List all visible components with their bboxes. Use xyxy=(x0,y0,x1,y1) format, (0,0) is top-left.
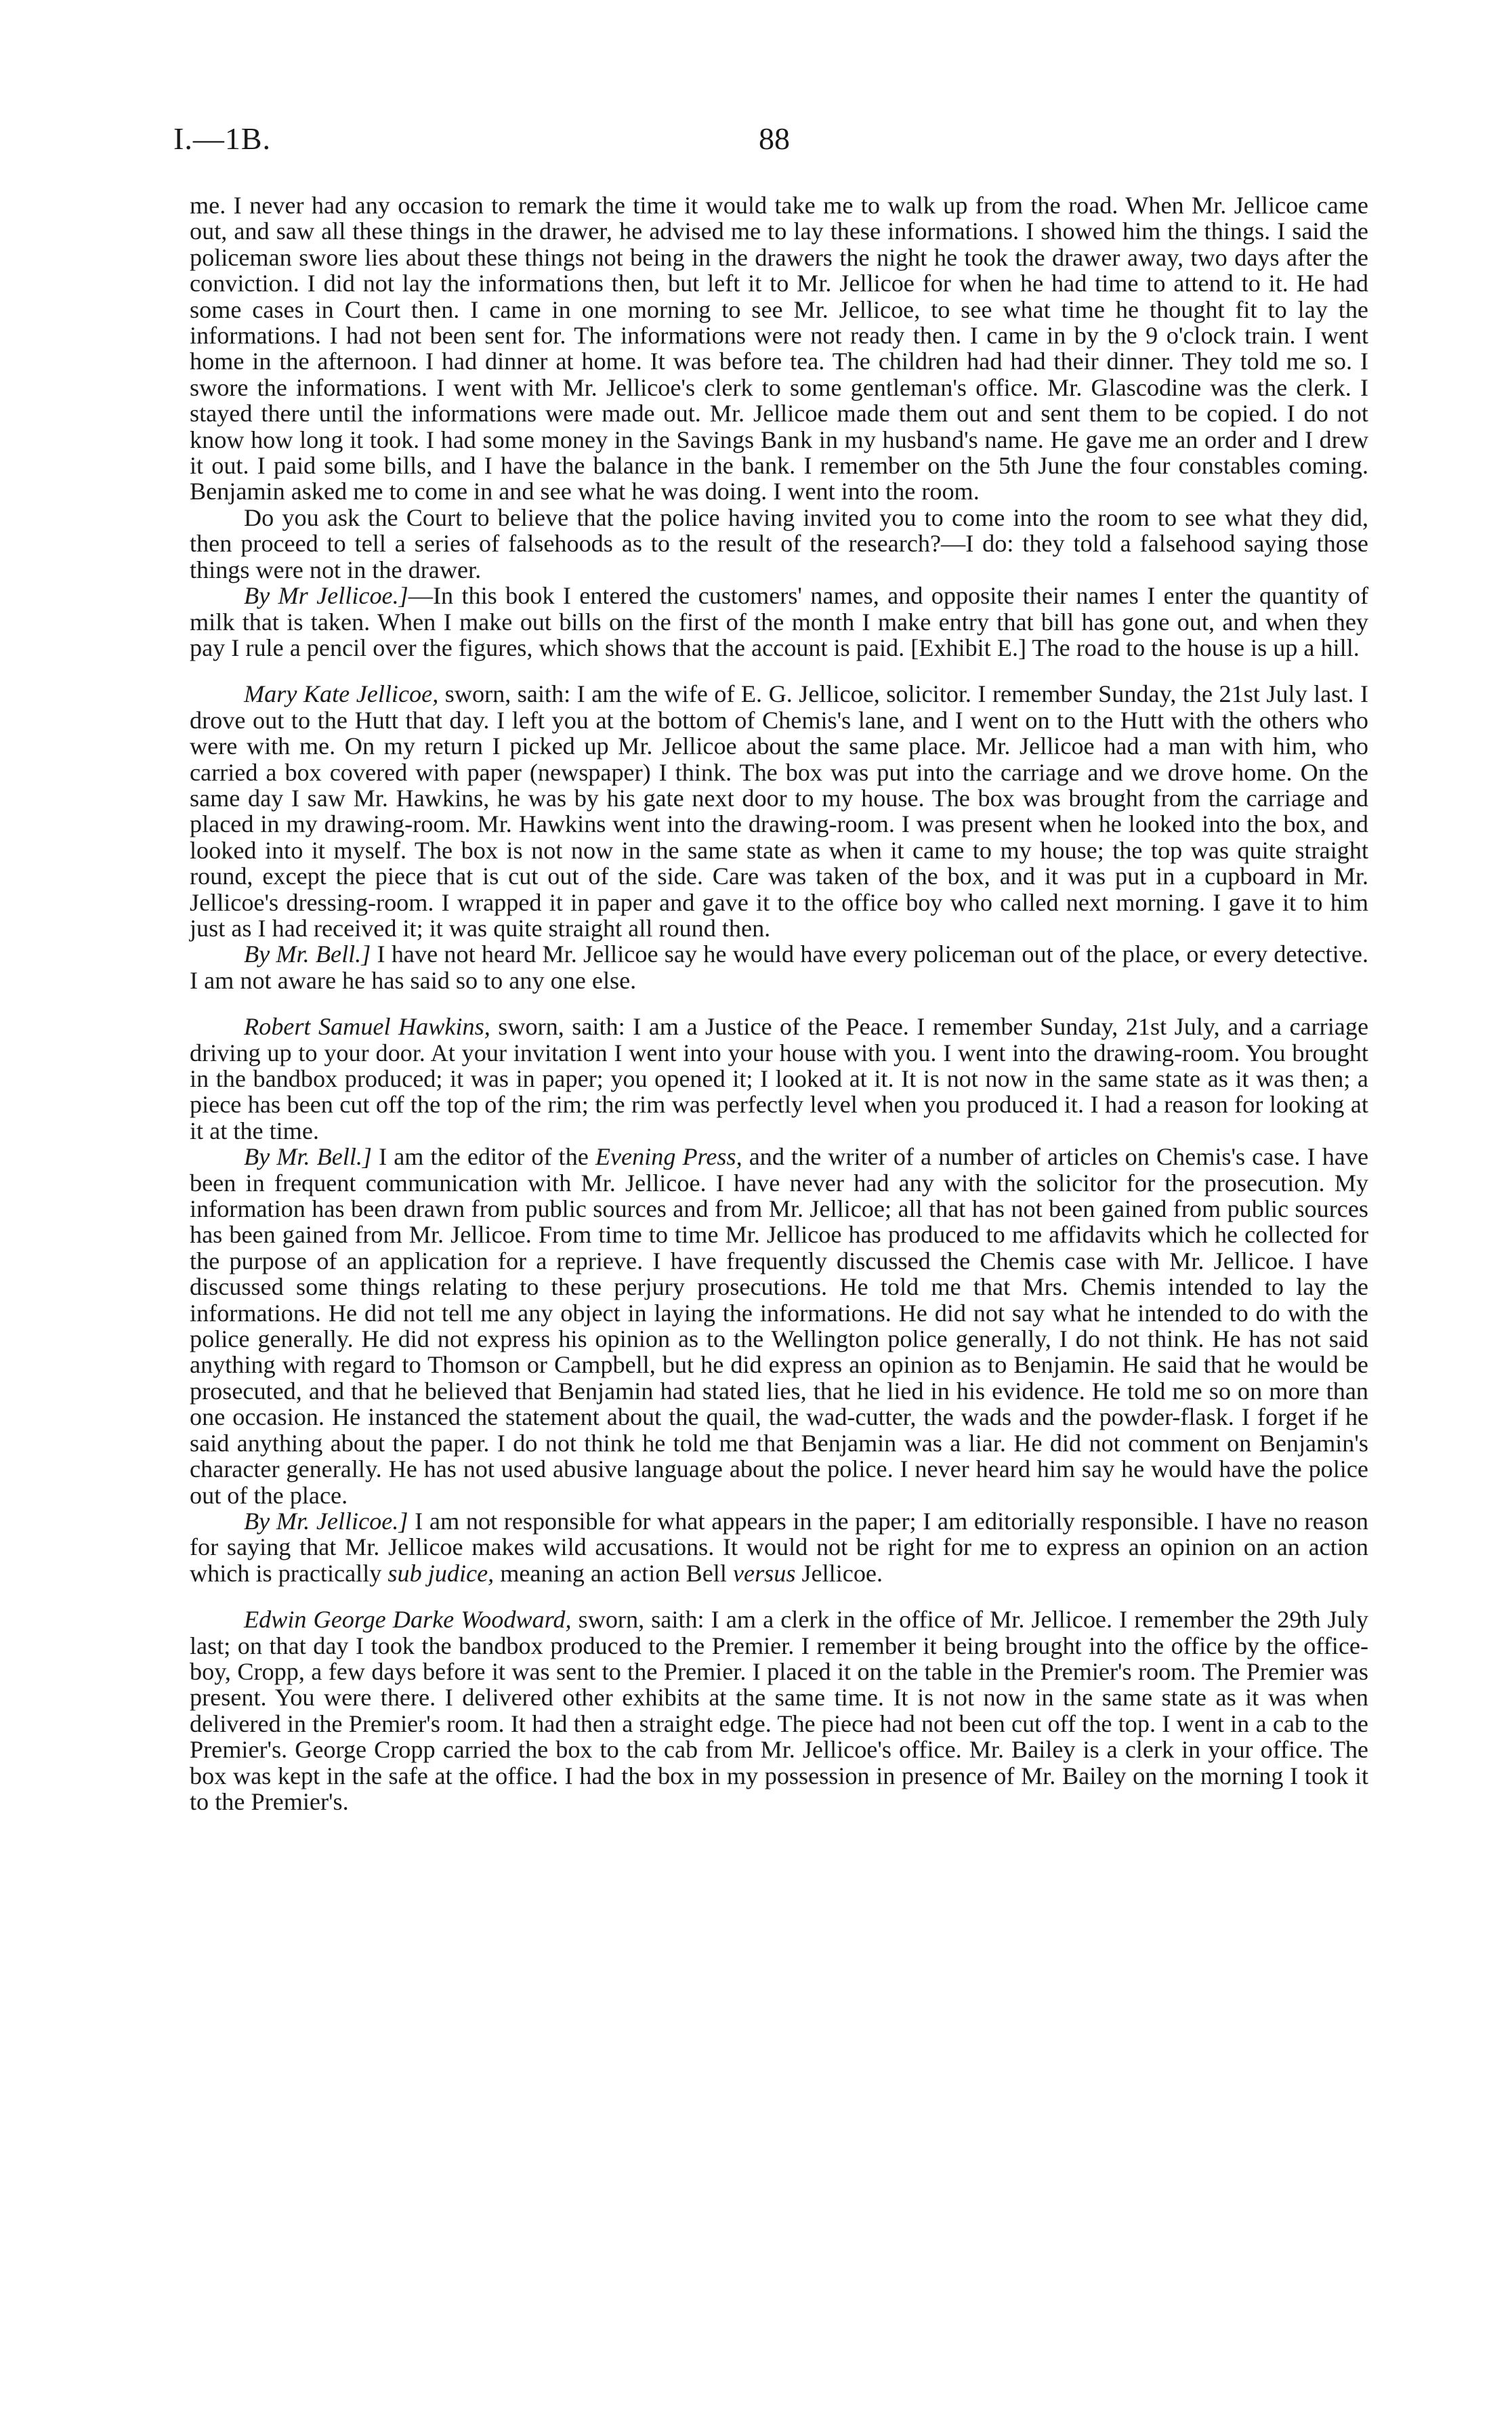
paragraph-text: I have not heard Mr. Jellicoe say he would have every policeman out of the place, or every detective. I am not aware he has said so to any one else. xyxy=(190,940,1368,994)
examiner-lead: By Mr Jellicoe.] xyxy=(244,582,408,610)
paragraph-by-mr-bell-1 xyxy=(190,941,1368,993)
examiner-lead: By Mr. Jellicoe.] xyxy=(244,1507,408,1535)
paragraph-by-mr-jellicoe xyxy=(190,583,1368,661)
paragraph-robert-samuel-hawkins xyxy=(190,1014,1368,1144)
latin-term: sub judice, xyxy=(387,1559,495,1587)
paragraph-text: —In this book I entered the customers' names, and opposite their names I enter the quantity of milk that is taken. When I make out bills on the first of the month I make entry that bill has gone out, and when they pay I rule a pencil over the figures, which shows that the account is paid. [Exhibit E.] The road to the house is up a hill. xyxy=(190,582,1369,661)
page-number: 88 xyxy=(759,121,790,156)
paragraph-text: Jellicoe. xyxy=(795,1559,883,1587)
witness-name: Mary Kate Jellicoe, xyxy=(244,680,439,708)
paragraph-testimony-continued xyxy=(190,192,1368,505)
latin-term: versus xyxy=(732,1559,796,1587)
paragraph-by-mr-bell-2 xyxy=(190,1144,1368,1508)
paragraph-text: I am not responsible for what appears in the paper; I am editorially responsible. I have no reason for saying that Mr. Jellicoe makes wild accusations. It would not be right for me to express an opinion on an action which is practically xyxy=(190,1507,1369,1587)
paragraph-text: sworn, saith: I am a Justice of the Peace. I remember Sunday, 21st July, and a carriage driving up to your door. At your invitation I went into your house with you. I went into the drawing-room. You brought in the bandbox produced; it was in paper; you opened it; I looked at it. It is not now in the same state as it was then; a piece has been cut off the top of the rim; the rim was perfectly level when you produced it. I had a reason for looking at it at the time. xyxy=(190,1013,1369,1144)
newspaper-title: Evening Press, xyxy=(595,1143,742,1171)
section-reference: I.—1B. xyxy=(173,121,271,156)
document-body xyxy=(190,192,1368,1815)
paragraph-mary-kate-jellicoe xyxy=(190,681,1368,941)
paragraph-text: Do you ask the Court to believe that the police having invited you to come into the room to see what they did, then proceed to tell a series of falsehoods as to the result of the research?—I do: they told a falsehood saying those things were not in the drawer. xyxy=(190,503,1368,583)
paragraph-text: meaning an action Bell xyxy=(494,1559,733,1587)
paragraph-by-mr-jellicoe-2 xyxy=(190,1508,1368,1586)
paragraph-edwin-george-darke-woodward xyxy=(190,1607,1368,1815)
paragraph-text: me. I never had any occasion to remark the time it would take me to walk up from the road. When Mr. Jellicoe came out, and saw all these things in the drawer, he advised me to lay these informations. I showed him the things. I said the policeman swore lies about these things not being in the drawers the night he took the drawer away, two days after the conviction. I did not lay the informations then, but left it to Mr. Jellicoe for when he had time to attend to it. He had some cases in Court then. I came in one morning to see Mr. Jellicoe, to see what time he thought fit to lay the informations. I had not been sent for. The informations were not ready then. I came in by the 9 o'clock train. I went home in the afternoon. I had dinner at home. It was before tea. The children had had their dinner. They told me so. I swore the informations. I went with Mr. Jellicoe's clerk to some gentleman's office. Mr. Glascodine was the clerk. I stayed there until the informations were made out. Mr. Jellicoe made them out and sent them to be copied. I do not know how long it took. I had some money in the Savings Bank in my husband's name. He gave me an order and I drew it out. I paid some bills, and I have the balance in the bank. I remember on the 5th June the four constables coming. Benjamin asked me to come in and see what he was doing. I went into the room. xyxy=(190,192,1368,505)
examiner-lead: By Mr. Bell.] xyxy=(244,1143,373,1171)
paragraph-court-question xyxy=(190,505,1368,583)
paragraph-text: and the writer of a number of articles on Chemis's case. I have been in frequent communication with Mr. Jellicoe. I have never had any with the solicitor for the prosecution. My information has been drawn from public sources and from Mr. Jellicoe; all that has not been gained from public sources has been gained from Mr. Jellicoe. From time to time Mr. Jellicoe has produced to me affidavits which he collected for the purpose of an application for a reprieve. I have frequently discussed the Chemis case with Mr. Jellicoe. I have discussed some things relating to these perjury prosecutions. He told me that Mrs. Chemis intended to lay the informations. He did not tell me any object in laying the informations. He did not say what he intended to do with the police generally. He did not express his opinion as to the Wellington police generally, I do not think. He has not said anything with regard to Thomson or Campbell, but he did express an opinion as to Benjamin. He said that he would be prosecuted, and that he believed that Benjamin had stated lies, that he lied in his evidence. He told me so on more than one occasion. He instanced the statement about the quail, the wad-cutter, the wads and the powder-flask. I forget if he said anything about the paper. I do not think he told me that Benjamin was a liar. He did not comment on Benjamin's character generally. He has not used abusive language about the police. I never heard him say he would have the police out of the place. xyxy=(190,1143,1369,1509)
paragraph-text: sworn, saith: I am a clerk in the office of Mr. Jellicoe. I remember the 29th July last; on that day I took the bandbox produced to the Premier. I remember it being brought into the office by the office-boy, Cropp, a few days before it was sent to the Premier. I placed it on the table in the Premier's room. The Premier was present. You were there. I delivered other exhibits at the same time. It is not now in the same state as it was when delivered in the Premier's room. It had then a straight edge. The piece had not been cut off the top. I went in a cab to the Premier's. George Cropp carried the box to the cab from Mr. Jellicoe's office. Mr. Bailey is a clerk in your office. The box was kept in the safe at the office. I had the box in my possession in presence of Mr. Bailey on the morning I took it to the Premier's. xyxy=(190,1606,1368,1815)
witness-name: Edwin George Darke Woodward, xyxy=(244,1606,572,1634)
paragraph-text: sworn, saith: I am the wife of E. G. Jellicoe, solicitor. I remember Sunday, the 21st July last. I drove out to the Hutt that day. I left you at the bottom of Chemis's lane, and I went on to the Hutt with the others who were with me. On my return I picked up Mr. Jellicoe about the same place. Mr. Jellicoe had a man with him, who carried a box covered with paper (newspaper) I think. The box was put into the carriage and we drove home. On the same day I saw Mr. Hawkins, he was by his gate next door to my house. The box was brought from the carriage and placed in my drawing-room. Mr. Hawkins went into the drawing-room. I was present when he looked into the box, and looked into it myself. The box is not now in the same state as when it came to my house; the top was quite straight round, except the piece that is cut out of the side. Care was taken of the box, and it was put in a cupboard in Mr. Jellicoe's dressing-room. I wrapped it in paper and gave it to the office boy who called next morning. I gave it to him just as I had received it; it was quite straight all round then. xyxy=(190,680,1368,942)
witness-name: Robert Samuel Hawkins, xyxy=(244,1013,490,1041)
paragraph-text: I am the editor of the xyxy=(372,1143,595,1171)
examiner-lead: By Mr. Bell.] xyxy=(244,940,371,968)
